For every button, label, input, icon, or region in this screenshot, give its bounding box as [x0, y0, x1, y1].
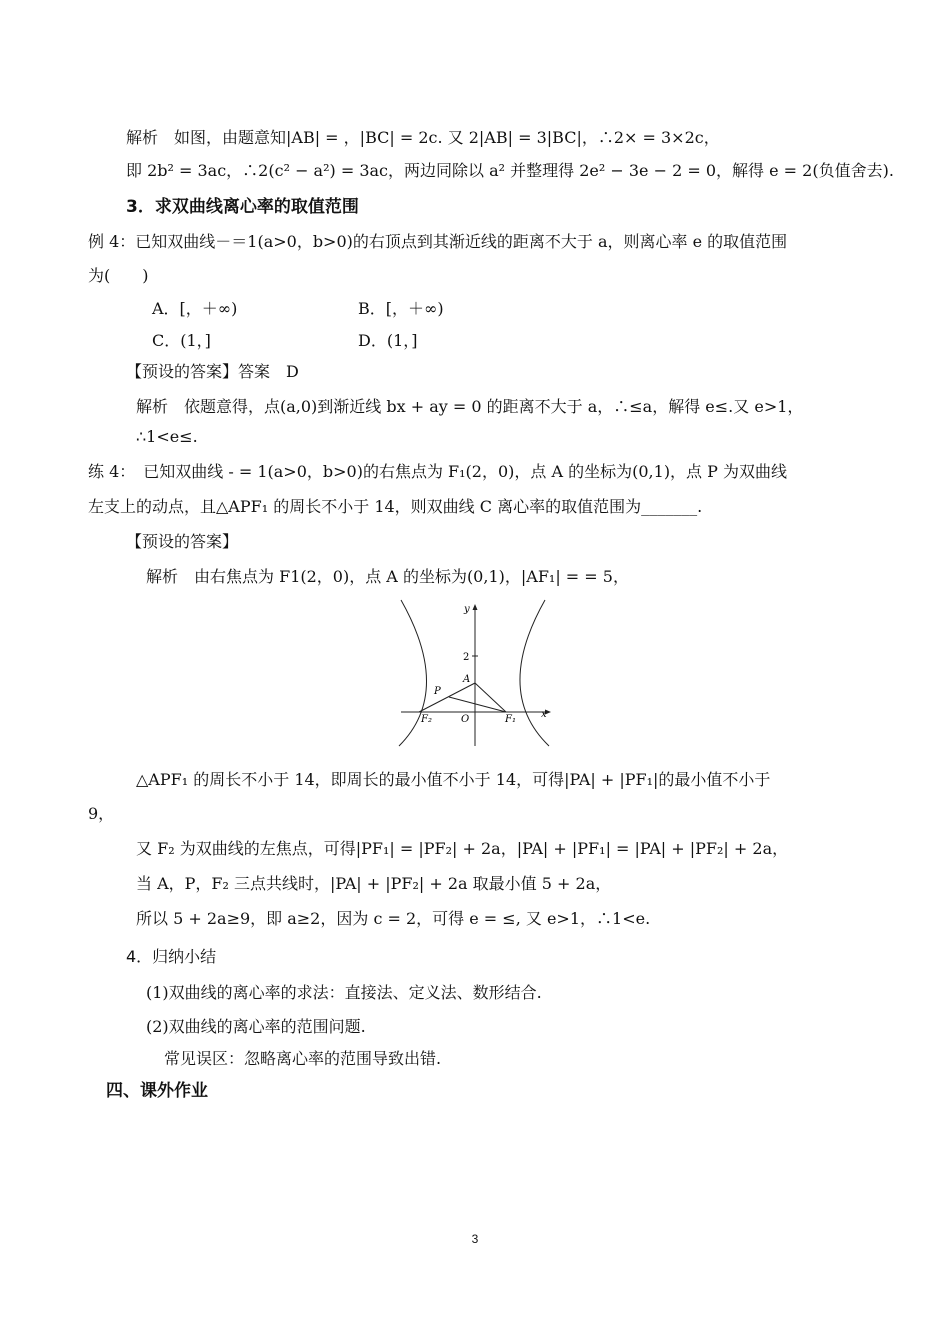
section-heading-homework: 四、课外作业 — [106, 1081, 208, 1101]
option-d: D．(1，] — [358, 331, 418, 350]
y-axis-arrow — [473, 604, 478, 610]
example-4-line2: 为( ) — [88, 266, 149, 285]
point-f2-label: F₂ — [421, 714, 432, 725]
point-a-label: A — [463, 674, 471, 685]
example-4-line1: 例 4：已知双曲线－＝1(a>0，b>0)的右顶点到其渐近线的距离不大于 a，则离心率 e 的取值范围 — [88, 232, 788, 251]
section-heading-3: 3．求双曲线离心率的取值范围 — [126, 197, 359, 217]
solution-1-line1: 解析 依题意得，点(a,0)到渐近线 bx + ay = 0 的距离不大于 a，∴≤a，解得 e≤.又 e>1， — [136, 397, 804, 416]
preset-answer-2: 【预设的答案】 — [126, 532, 239, 551]
point-f1-label: F₁ — [505, 714, 516, 725]
preset-answer-1: 【预设的答案】答案 D — [126, 362, 299, 381]
solution-2-line1: 解析 由右焦点为 F1(2，0)，点 A 的坐标为(0,1)，|AF₁| = = 5， — [146, 567, 629, 586]
summary-item-1: (1)双曲线的离心率的求法：直接法、定义法、数形结合. — [146, 983, 542, 1002]
hyperbola-figure — [393, 598, 558, 748]
point-p-label: P — [434, 686, 441, 697]
solution-2-line6: 所以 5 + 2a≥9，即 a≥2，因为 c = 2，可得 e = ≤, 又 e>1，∴1<e. — [136, 909, 651, 928]
page-number: 3 — [471, 1232, 479, 1246]
option-a: A．[，＋∞) — [152, 299, 238, 318]
solution-2-line5: 当 A，P，F₂ 三点共线时，|PA| + |PF₂| + 2a 取最小值 5 + 2a， — [136, 874, 612, 893]
segment-f2-a — [419, 683, 475, 712]
practice-4-line2: 左支上的动点，且△APF₁ 的周长不小于 14，则双曲线 C 离心率的取值范围为_______. — [88, 497, 703, 516]
solution-2-line4: 又 F₂ 为双曲线的左焦点，可得|PF₁| = |PF₂| + 2a，|PA| + |PF₁| = |PA| + |PF₂| + 2a， — [136, 839, 789, 858]
option-b: B．[，＋∞) — [358, 299, 444, 318]
line-solution-intro: 解析 如图，由题意知|AB| = ，|BC| = 2c. 又 2|AB| = 3|BC|，∴2× = 3×2c， — [126, 128, 720, 147]
origin-label: O — [461, 714, 470, 725]
practice-4-line1: 练 4： 已知双曲线 - = 1(a>0，b>0)的右焦点为 F₁(2，0)，点 A 的坐标为(0,1)，点 P 为双曲线 — [88, 462, 787, 481]
summary-item-2: (2)双曲线的离心率的范围问题. — [146, 1017, 366, 1036]
line-solution-cont: 即 2b² = 3ac，∴2(c² − a²) = 3ac，两边同除以 a² 并整理得 2e² − 3e − 2 = 0，解得 e = 2(负值舍去). — [126, 161, 894, 180]
solution-1-line2: ∴1<e≤. — [136, 427, 198, 446]
right-branch-curve — [520, 600, 549, 746]
option-c: C．(1，] — [152, 331, 211, 350]
summary-misconception: 常见误区：忽略离心率的范围导致出错. — [164, 1049, 442, 1068]
y-axis-label: y — [464, 604, 470, 615]
section-heading-4: 4．归纳小结 — [126, 947, 217, 966]
tick-2-label: 2 — [463, 652, 470, 663]
solution-2-line2: △APF₁ 的周长不小于 14，即周长的最小值不小于 14，可得|PA| + |PF₁|的最小值不小于 — [136, 770, 771, 789]
x-axis-label: x — [541, 709, 547, 720]
solution-2-line3: 9， — [88, 804, 115, 823]
